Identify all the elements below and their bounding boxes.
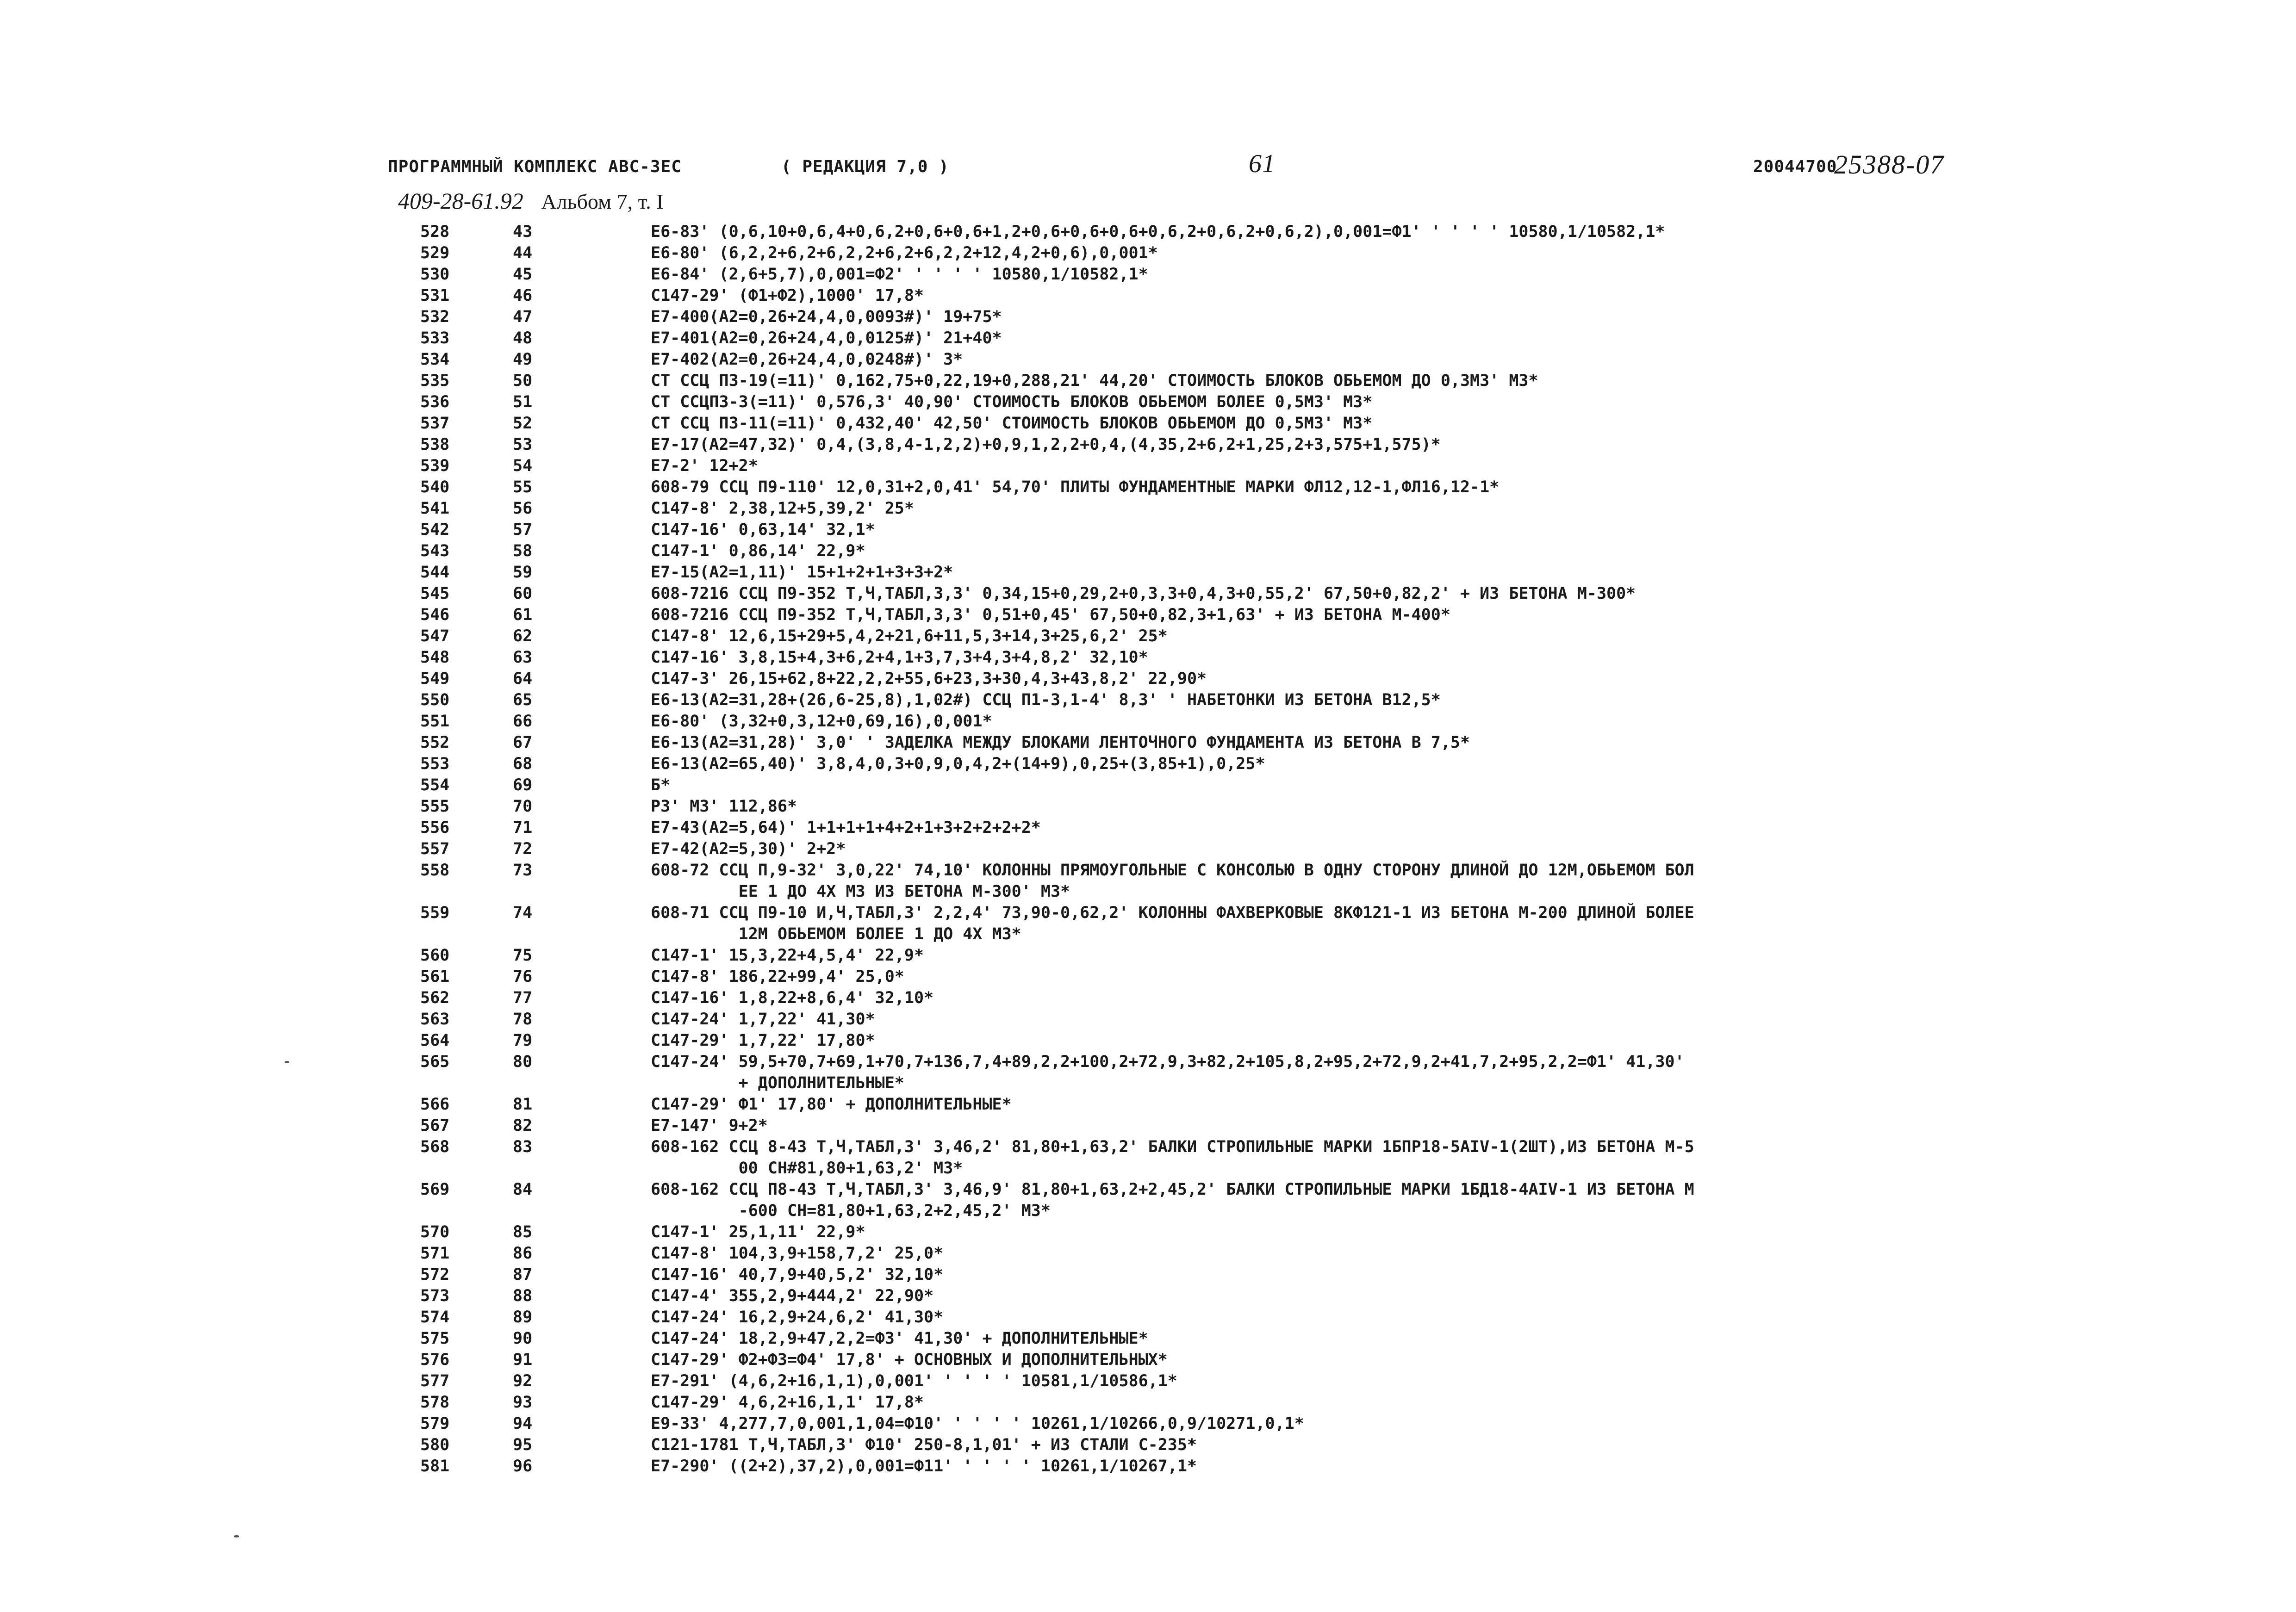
statement-index: 66 bbox=[513, 712, 533, 731]
statement-index: 58 bbox=[513, 542, 533, 560]
statement-text: С147-8' 2,38,12+5,39,2' 25* bbox=[651, 499, 914, 518]
line-number: 528 bbox=[420, 223, 450, 241]
line-number: 581 bbox=[420, 1457, 450, 1476]
listing-row bbox=[388, 1434, 2008, 1456]
listing-row bbox=[388, 519, 2008, 540]
listing-row bbox=[388, 732, 2008, 753]
line-number: 538 bbox=[420, 435, 450, 454]
project-subheader bbox=[398, 187, 664, 214]
statement-text: СТ ССЦПЗ-3(=11)' 0,576,3' 40,90' СТОИМОСТЬ БЛОКОВ ОБЬЕМОМ БОЛЕЕ 0,5М3' М3* bbox=[651, 393, 1373, 411]
listing-row bbox=[388, 477, 2008, 498]
listing-row bbox=[388, 306, 2008, 328]
statement-text: 608-79 ССЦ П9-110' 12,0,31+2,0,41' 54,70' ПЛИТЫ ФУНДАМЕНТНЫЕ МАРКИ ФЛ12,12-1,ФЛ16,12-1* bbox=[651, 478, 1500, 496]
line-number: 547 bbox=[420, 627, 450, 645]
listing-row bbox=[388, 1243, 2008, 1264]
statement-index: 57 bbox=[513, 521, 533, 539]
listing-row bbox=[388, 285, 2008, 306]
listing-row bbox=[388, 796, 2008, 817]
line-number: 546 bbox=[420, 606, 450, 624]
statement-text: 608-72 ССЦ П,9-32' 3,0,22' 74,10' КОЛОННЫ ПРЯМОУГОЛЬНЫЕ С КОНСОЛЬЮ В ОДНУ СТОРОНУ ДЛИНОЙ ДО 12М,ОБЬЕМОМ БОЛ ЕЕ 1 ДО 4Х М3 ИЗ БЕТОНА М-300' М3* bbox=[651, 861, 1694, 901]
statement-text: С147-29' (Ф1+Ф2),1000' 17,8* bbox=[651, 286, 924, 305]
statement-index: 51 bbox=[513, 393, 533, 411]
line-number: 562 bbox=[420, 989, 450, 1007]
statement-index: 86 bbox=[513, 1244, 533, 1263]
statement-text: Е6-80' (6,2,2+6,2+6,2,2+6,2+6,2,2+12,4,2+0,6),0,001* bbox=[651, 244, 1158, 262]
line-number: 537 bbox=[420, 414, 450, 433]
statement-index: 74 bbox=[513, 904, 533, 922]
statement-text: С121-1781 Т,Ч,ТАБЛ,3' Ф10' 250-8,1,01' + ИЗ СТАЛИ С-235* bbox=[651, 1436, 1197, 1454]
listing-row bbox=[388, 391, 2008, 413]
statement-index: 81 bbox=[513, 1095, 533, 1114]
statement-index: 56 bbox=[513, 499, 533, 518]
statement-text: С147-29' Ф1' 17,80' + ДОПОЛНИТЕЛЬНЫЕ* bbox=[651, 1095, 1012, 1114]
statement-text: С147-16' 1,8,22+8,6,4' 32,10* bbox=[651, 989, 934, 1007]
statement-index: 53 bbox=[513, 435, 533, 454]
scan-speck bbox=[234, 1535, 239, 1538]
statement-index: 64 bbox=[513, 670, 533, 688]
listing-row bbox=[388, 775, 2008, 796]
line-number: 577 bbox=[420, 1372, 450, 1390]
statement-index: 77 bbox=[513, 989, 533, 1007]
edition-label: ( РЕДАКЦИЯ 7,0 ) bbox=[781, 157, 949, 176]
line-number: 557 bbox=[420, 840, 450, 858]
line-number: 568 bbox=[420, 1138, 450, 1156]
statement-text: Б* bbox=[651, 776, 671, 794]
statement-index: 68 bbox=[513, 755, 533, 773]
statement-text: Е6-84' (2,6+5,7),0,001=Ф2' ' ' ' ' 10580,1/10582,1* bbox=[651, 265, 1148, 284]
statement-index: 69 bbox=[513, 776, 533, 794]
page-header bbox=[388, 149, 2008, 180]
statement-index: 46 bbox=[513, 286, 533, 305]
listing-row bbox=[388, 242, 2008, 264]
listing-row bbox=[388, 328, 2008, 349]
statement-index: 75 bbox=[513, 946, 533, 965]
listing-row bbox=[388, 753, 2008, 775]
line-number: 550 bbox=[420, 691, 450, 709]
listing-row bbox=[388, 1115, 2008, 1136]
statement-text: Е7-147' 9+2* bbox=[651, 1116, 768, 1135]
statement-text: С147-8' 12,6,15+29+5,4,2+21,6+11,5,3+14,3+25,6,2' 25* bbox=[651, 627, 1168, 645]
statement-text: С147-24' 18,2,9+47,2,2=Ф3' 41,30' + ДОПОЛНИТЕЛЬНЫЕ* bbox=[651, 1329, 1148, 1348]
line-number: 561 bbox=[420, 967, 450, 986]
line-number: 549 bbox=[420, 670, 450, 688]
statement-text: С147-29' 1,7,22' 17,80* bbox=[651, 1031, 875, 1050]
line-number: 570 bbox=[420, 1223, 450, 1241]
page-number: 61 bbox=[1249, 149, 1276, 178]
line-number: 569 bbox=[420, 1180, 450, 1199]
line-number: 534 bbox=[420, 350, 450, 369]
statement-index: 80 bbox=[513, 1053, 533, 1071]
line-number: 563 bbox=[420, 1010, 450, 1029]
listing-row bbox=[388, 817, 2008, 838]
statement-index: 95 bbox=[513, 1436, 533, 1454]
listing-row bbox=[388, 647, 2008, 668]
statement-text: С147-29' 4,6,2+16,1,1' 17,8* bbox=[651, 1393, 924, 1412]
statement-text: С147-8' 186,22+99,4' 25,0* bbox=[651, 967, 904, 986]
listing-row bbox=[388, 626, 2008, 647]
statement-index: 55 bbox=[513, 478, 533, 496]
line-number: 566 bbox=[420, 1095, 450, 1114]
statement-index: 76 bbox=[513, 967, 533, 986]
statement-text: Е7-401(А2=0,26+24,4,0,0125#)' 21+40* bbox=[651, 329, 1002, 347]
statement-text: Е7-15(А2=1,11)' 15+1+2+1+3+3+2* bbox=[651, 563, 953, 582]
statement-text: СТ ССЦ ПЗ-19(=11)' 0,162,75+0,22,19+0,288,21' 44,20' СТОИМОСТЬ БЛОКОВ ОБЬЕМОМ ДО 0,3М3' М3* bbox=[651, 372, 1538, 390]
statement-text: С147-16' 3,8,15+4,3+6,2+4,1+3,7,3+4,3+4,8,2' 32,10* bbox=[651, 648, 1148, 667]
statement-index: 85 bbox=[513, 1223, 533, 1241]
listing-row bbox=[388, 689, 2008, 711]
statement-index: 44 bbox=[513, 244, 533, 262]
line-number: 552 bbox=[420, 733, 450, 752]
scan-speck bbox=[285, 1061, 289, 1063]
line-number: 558 bbox=[420, 861, 450, 880]
statement-text: 608-7216 ССЦ П9-352 Т,Ч,ТАБЛ,3,3' 0,51+0,45' 67,50+0,82,3+1,63' + ИЗ БЕТОНА М-400* bbox=[651, 606, 1450, 624]
statement-text: Р3' М3' 112,86* bbox=[651, 797, 797, 816]
statement-text: Е7-400(А2=0,26+24,4,0,0093#)' 19+75* bbox=[651, 308, 1002, 326]
statement-text: 608-7216 ССЦ П9-352 Т,Ч,ТАБЛ,3,3' 0,34,15+0,29,2+0,3,3+0,4,3+0,55,2' 67,50+0,82,2' + ИЗ БЕТОНА М-300* bbox=[651, 584, 1636, 603]
listing-row bbox=[388, 562, 2008, 583]
statement-text: Е6-80' (3,32+0,3,12+0,69,16),0,001* bbox=[651, 712, 992, 731]
statement-text: С147-29' Ф2+Ф3=Ф4' 17,8' + ОСНОВНЫХ И ДОПОЛНИТЕЛЬНЫХ* bbox=[651, 1351, 1168, 1369]
listing-row bbox=[388, 860, 2008, 902]
statement-text: Е7-42(А2=5,30)' 2+2* bbox=[651, 840, 846, 858]
statement-index: 62 bbox=[513, 627, 533, 645]
listing-row bbox=[388, 1328, 2008, 1349]
statement-index: 60 bbox=[513, 584, 533, 603]
listing-row bbox=[388, 1456, 2008, 1477]
line-number: 559 bbox=[420, 904, 450, 922]
statement-index: 71 bbox=[513, 818, 533, 837]
statement-text: Е6-13(А2=31,28)' 3,0' ' ЗАДЕЛКА МЕЖДУ БЛОКАМИ ЛЕНТОЧНОГО ФУНДАМЕНТА ИЗ БЕТОНА В 7,5* bbox=[651, 733, 1470, 752]
line-number: 567 bbox=[420, 1116, 450, 1135]
statement-text: Е7-291' (4,6,2+16,1,1),0,001' ' ' ' ' 10581,1/10586,1* bbox=[651, 1372, 1177, 1390]
line-number: 535 bbox=[420, 372, 450, 390]
statement-index: 84 bbox=[513, 1180, 533, 1199]
line-number: 572 bbox=[420, 1265, 450, 1284]
statement-index: 82 bbox=[513, 1116, 533, 1135]
statement-index: 48 bbox=[513, 329, 533, 347]
statement-index: 93 bbox=[513, 1393, 533, 1412]
statement-index: 49 bbox=[513, 350, 533, 369]
statement-index: 72 bbox=[513, 840, 533, 858]
statement-index: 65 bbox=[513, 691, 533, 709]
statement-text: С147-24' 59,5+70,7+69,1+70,7+136,7,4+89,2,2+100,2+72,9,3+82,2+105,8,2+95,2+72,9,2+41,7,2+95,2,2=Ф1' 41,30' + ДОПОЛНИТЕЛЬНЫЕ* bbox=[651, 1053, 1685, 1092]
statement-text: С147-3' 26,15+62,8+22,2,2+55,6+23,3+30,4,3+43,8,2' 22,90* bbox=[651, 670, 1207, 688]
listing-row bbox=[388, 413, 2008, 434]
handwritten-number: 25388-07 bbox=[1834, 149, 1945, 180]
line-number: 540 bbox=[420, 478, 450, 496]
listing-row bbox=[388, 902, 2008, 945]
statement-text: Е6-13(А2=31,28+(26,6-25,8),1,02#) ССЦ П1-3,1-4' 8,3' ' НАБЕТОНКИ ИЗ БЕТОНА В12,5* bbox=[651, 691, 1441, 709]
statement-index: 90 bbox=[513, 1329, 533, 1348]
statement-text: Е6-13(А2=65,40)' 3,8,4,0,3+0,9,0,4,2+(14+9),0,25+(3,85+1),0,25* bbox=[651, 755, 1265, 773]
statement-text: 608-162 ССЦ 8-43 Т,Ч,ТАБЛ,3' 3,46,2' 81,80+1,63,2' БАЛКИ СТРОПИЛЬНЫЕ МАРКИ 1БПР18-5АIV-1(2ШТ),ИЗ БЕТОНА М-5 00 СН#81,80+1,63,2' М3* bbox=[651, 1138, 1694, 1178]
statement-text: С147-24' 1,7,22' 41,30* bbox=[651, 1010, 875, 1029]
statement-index: 63 bbox=[513, 648, 533, 667]
listing-row bbox=[388, 455, 2008, 477]
statement-text: С147-24' 16,2,9+24,6,2' 41,30* bbox=[651, 1308, 944, 1327]
line-number: 576 bbox=[420, 1351, 450, 1369]
project-number: 409-28-61.92 bbox=[398, 188, 523, 214]
statement-index: 88 bbox=[513, 1287, 533, 1305]
statement-index: 45 bbox=[513, 265, 533, 284]
listing-row bbox=[388, 1009, 2008, 1030]
listing-row bbox=[388, 668, 2008, 689]
document-code: 20044700 bbox=[1753, 157, 1837, 176]
statement-index: 92 bbox=[513, 1372, 533, 1390]
listing-row bbox=[388, 1094, 2008, 1115]
statement-text: С147-4' 355,2,9+444,2' 22,90* bbox=[651, 1287, 934, 1305]
listing-row bbox=[388, 370, 2008, 391]
line-number: 544 bbox=[420, 563, 450, 582]
line-number: 555 bbox=[420, 797, 450, 816]
listing-row bbox=[388, 221, 2008, 242]
line-number: 543 bbox=[420, 542, 450, 560]
statement-index: 47 bbox=[513, 308, 533, 326]
line-number: 529 bbox=[420, 244, 450, 262]
line-number: 545 bbox=[420, 584, 450, 603]
statement-index: 91 bbox=[513, 1351, 533, 1369]
line-number: 565 bbox=[420, 1053, 450, 1071]
line-number: 575 bbox=[420, 1329, 450, 1348]
statement-text: Е7-290' ((2+2),37,2),0,001=Ф11' ' ' ' ' 10261,1/10267,1* bbox=[651, 1457, 1197, 1476]
line-number: 533 bbox=[420, 329, 450, 347]
statement-text: С147-16' 0,63,14' 32,1* bbox=[651, 521, 875, 539]
line-number: 536 bbox=[420, 393, 450, 411]
listing-row bbox=[388, 1179, 2008, 1221]
line-number: 530 bbox=[420, 265, 450, 284]
line-number: 541 bbox=[420, 499, 450, 518]
statement-text: Е7-402(А2=0,26+24,4,0,0248#)' 3* bbox=[651, 350, 963, 369]
statement-index: 50 bbox=[513, 372, 533, 390]
listing-row bbox=[388, 1307, 2008, 1328]
statement-text: Е7-17(А2=47,32)' 0,4,(3,8,4-1,2,2)+0,9,1,2,2+0,4,(4,35,2+6,2+1,25,2+3,575+1,575)* bbox=[651, 435, 1441, 454]
statement-text: С147-16' 40,7,9+40,5,2' 32,10* bbox=[651, 1265, 944, 1284]
statement-text: С147-1' 15,3,22+4,5,4' 22,9* bbox=[651, 946, 924, 965]
listing-row bbox=[388, 1136, 2008, 1179]
listing-row bbox=[388, 1349, 2008, 1370]
listing-row bbox=[388, 1051, 2008, 1094]
statement-text: Е6-83' (0,6,10+0,6,4+0,6,2+0,6+0,6+1,2+0,6+0,6+0,6+0,6,2+0,6,2+0,6,2),0,001=Ф1' ' ' ' ' 10580,1/10582,1* bbox=[651, 223, 1665, 241]
statement-index: 70 bbox=[513, 797, 533, 816]
statement-index: 79 bbox=[513, 1031, 533, 1050]
listing-row bbox=[388, 264, 2008, 285]
line-number: 579 bbox=[420, 1414, 450, 1433]
line-number: 539 bbox=[420, 457, 450, 475]
line-number: 554 bbox=[420, 776, 450, 794]
statement-index: 43 bbox=[513, 223, 533, 241]
listing-row bbox=[388, 583, 2008, 604]
line-number: 548 bbox=[420, 648, 450, 667]
listing-row bbox=[388, 434, 2008, 455]
statement-text: Е9-33' 4,277,7,0,001,1,04=Ф10' ' ' ' ' 10261,1/10266,0,9/10271,0,1* bbox=[651, 1414, 1304, 1433]
listing-row bbox=[388, 711, 2008, 732]
statement-text: СТ ССЦ ПЗ-11(=11)' 0,432,40' 42,50' СТОИМОСТЬ БЛОКОВ ОБЬЕМОМ ДО 0,5М3' М3* bbox=[651, 414, 1373, 433]
statement-text: Е7-43(А2=5,64)' 1+1+1+1+4+2+1+3+2+2+2+2* bbox=[651, 818, 1041, 837]
statement-text: С147-8' 104,3,9+158,7,2' 25,0* bbox=[651, 1244, 944, 1263]
listing-row bbox=[388, 838, 2008, 860]
listing-row bbox=[388, 604, 2008, 626]
statement-index: 73 bbox=[513, 861, 533, 880]
line-number: 564 bbox=[420, 1031, 450, 1050]
line-number: 573 bbox=[420, 1287, 450, 1305]
statement-index: 54 bbox=[513, 457, 533, 475]
statement-text: С147-1' 0,86,14' 22,9* bbox=[651, 542, 865, 560]
listing-row bbox=[388, 1370, 2008, 1392]
line-number: 578 bbox=[420, 1393, 450, 1412]
statement-index: 87 bbox=[513, 1265, 533, 1284]
line-number: 542 bbox=[420, 521, 450, 539]
statement-index: 59 bbox=[513, 563, 533, 582]
statement-index: 94 bbox=[513, 1414, 533, 1433]
statement-index: 78 bbox=[513, 1010, 533, 1029]
line-number: 580 bbox=[420, 1436, 450, 1454]
line-number: 571 bbox=[420, 1244, 450, 1263]
listing-row bbox=[388, 1221, 2008, 1243]
line-number: 560 bbox=[420, 946, 450, 965]
listing-row bbox=[388, 1413, 2008, 1434]
listing-row bbox=[388, 540, 2008, 562]
line-number: 556 bbox=[420, 818, 450, 837]
statement-text: Е7-2' 12+2* bbox=[651, 457, 758, 475]
listing-row bbox=[388, 1392, 2008, 1413]
listing-row bbox=[388, 498, 2008, 519]
album-label: Альбом 7, т. I bbox=[541, 190, 664, 213]
statement-index: 89 bbox=[513, 1308, 533, 1327]
statement-index: 61 bbox=[513, 606, 533, 624]
program-title: ПРОГРАММНЫЙ КОМПЛЕКС АВС-ЗЕС bbox=[388, 157, 682, 176]
listing-row bbox=[388, 1264, 2008, 1285]
listing-row bbox=[388, 1285, 2008, 1307]
line-number: 532 bbox=[420, 308, 450, 326]
statement-index: 67 bbox=[513, 733, 533, 752]
listing bbox=[388, 221, 2008, 1477]
listing-row bbox=[388, 1030, 2008, 1051]
statement-index: 83 bbox=[513, 1138, 533, 1156]
line-number: 551 bbox=[420, 712, 450, 731]
listing-row bbox=[388, 945, 2008, 966]
listing-row bbox=[388, 987, 2008, 1009]
line-number: 553 bbox=[420, 755, 450, 773]
statement-text: 608-162 ССЦ П8-43 Т,Ч,ТАБЛ,3' 3,46,9' 81,80+1,63,2+2,45,2' БАЛКИ СТРОПИЛЬНЫЕ МАРКИ 1БД18-4АIV-1 ИЗ БЕТОНА М -600 СН=81,80+1,63,2+2,45,2' М3* bbox=[651, 1180, 1694, 1220]
listing-row bbox=[388, 966, 2008, 987]
listing-row bbox=[388, 349, 2008, 370]
statement-text: 608-71 ССЦ П9-10 И,Ч,ТАБЛ,3' 2,2,4' 73,90-0,62,2' КОЛОННЫ ФАХВЕРКОВЫЕ 8КФ121-1 ИЗ БЕТОНА М-200 ДЛИНОЙ БОЛЕЕ 12М ОБЬЕМОМ БОЛЕЕ 1 ДО 4Х М3* bbox=[651, 904, 1694, 943]
statement-text: С147-1' 25,1,11' 22,9* bbox=[651, 1223, 865, 1241]
line-number: 531 bbox=[420, 286, 450, 305]
statement-index: 52 bbox=[513, 414, 533, 433]
statement-index: 96 bbox=[513, 1457, 533, 1476]
line-number: 574 bbox=[420, 1308, 450, 1327]
